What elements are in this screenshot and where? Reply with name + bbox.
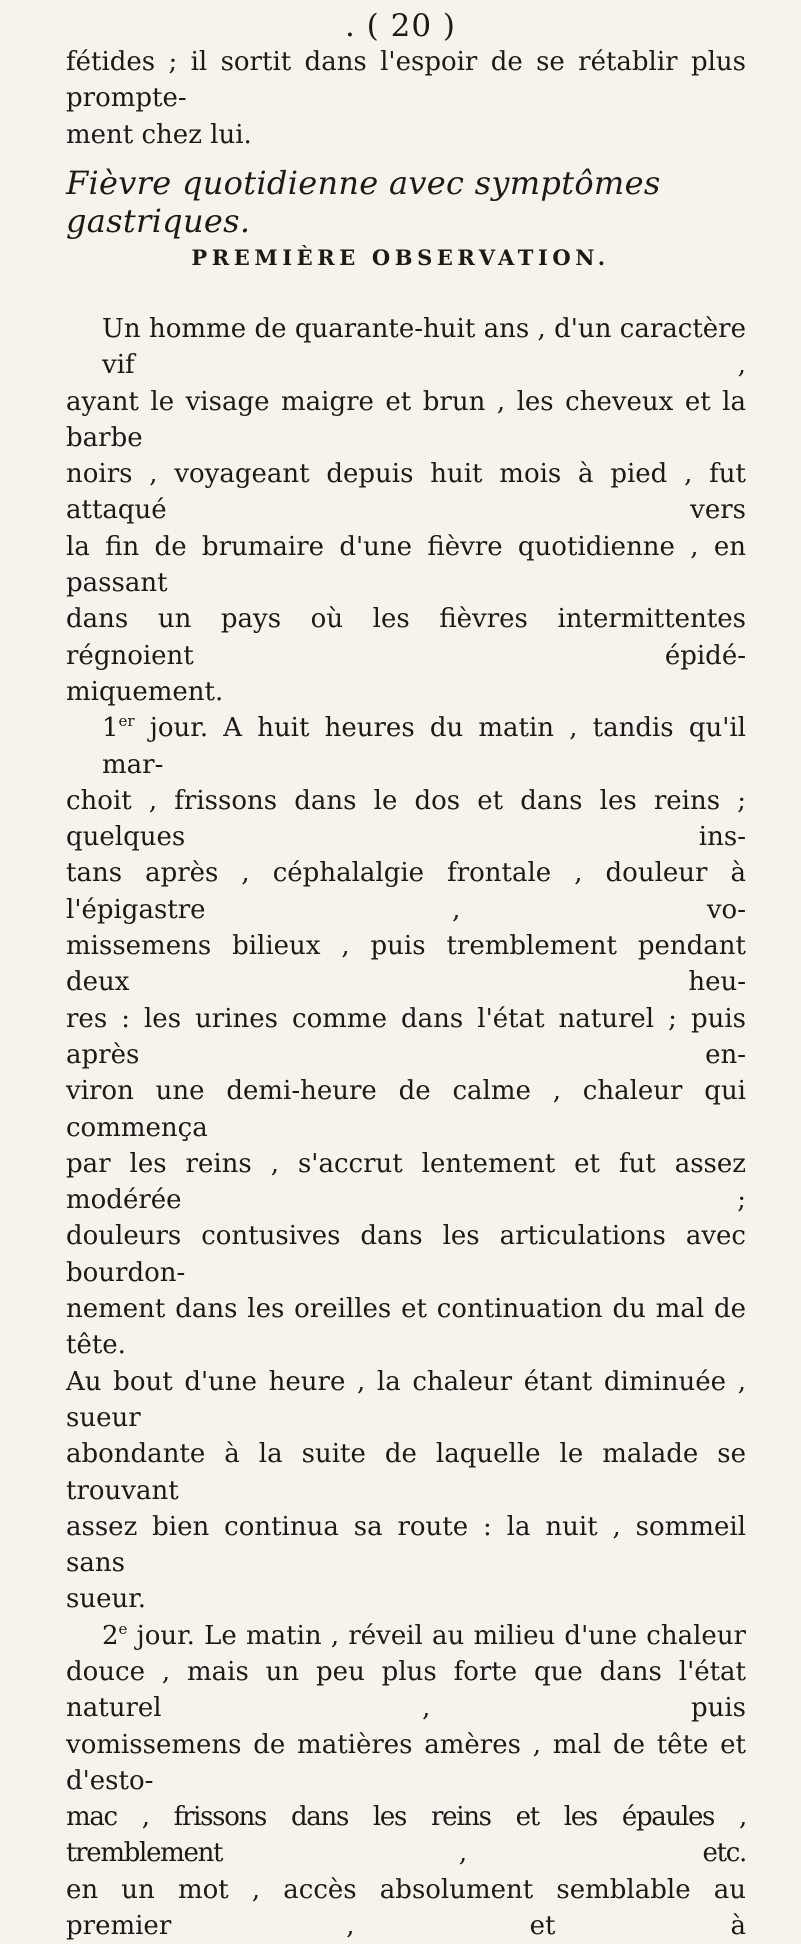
text-line: viron une demi-heure de calme , chaleur qui commença <box>66 1076 746 1143</box>
text-line <box>66 710 746 783</box>
text-line: tans après , céphalalgie frontale , douleur à l'épigastre , vo- <box>66 858 746 925</box>
line-text: jour. A huit heures du matin , tandis qu'il mar- <box>102 713 746 780</box>
text-line: fétides ; il sortit dans l'espoir de se rétablir plus prompte- <box>66 47 746 114</box>
text-line: en un mot , accès absolument semblable au premier , et à <box>66 1874 746 1942</box>
text-line: par les reins , s'accrut lentement et fut assez modérée ; <box>66 1148 746 1216</box>
text-line: assez bien continua sa route : la nuit , sommeil sans <box>66 1511 746 1579</box>
body-text <box>66 311 746 1944</box>
text-line: dans un pays où les fièvres intermittentes régnoient épidé- <box>66 604 746 671</box>
text-line: noirs , voyageant depuis huit mois à pied , fut attaqué vers <box>66 459 746 526</box>
paragraph-case-description <box>66 311 746 710</box>
text-line: Au bout d'une heure , la chaleur étant diminuée , sueur <box>66 1366 746 1433</box>
text-line <box>66 1618 746 1654</box>
text-line: Un homme de quarante-huit ans , d'un caractère vif , <box>102 314 746 381</box>
ordinal-suffix: er <box>118 712 135 731</box>
section-title: Fièvre quotidienne avec symptômes gastriques. <box>66 164 661 240</box>
observation-heading: PREMIÈRE OBSERVATION. <box>191 245 610 270</box>
text-line: missemens bilieux , puis tremblement pendant deux heu- <box>66 931 746 998</box>
text-line: abondante à la suite de laquelle le malade se trouvant <box>66 1439 746 1506</box>
line-text: jour. Le matin , réveil au milieu d'une chaleur <box>127 1620 746 1651</box>
day-number: 2 <box>102 1620 119 1651</box>
text-line: douleurs contusives dans les articulations avec bourdon- <box>66 1221 746 1288</box>
continuation-paragraph <box>66 44 746 153</box>
text-line: la fin de brumaire d'une fièvre quotidienne , en passant <box>66 531 746 599</box>
text-line: ment chez lui. <box>66 119 252 150</box>
text-line: ayant le visage maigre et brun , les cheveux et la barbe <box>66 386 746 453</box>
text-line: douce , mais un peu plus forte que dans l'état naturel , puis <box>66 1656 746 1724</box>
text-line: mac , frissons dans les reins et les épaules , tremblement , etc. <box>66 1802 746 1869</box>
paragraph-day-1 <box>66 710 746 1617</box>
text-line: miquement. <box>66 676 224 707</box>
text-line: sueur. <box>66 1584 147 1615</box>
day-number: 1 <box>102 713 119 744</box>
ordinal-suffix: e <box>118 1619 128 1638</box>
page-number: . ( 20 ) <box>344 8 457 44</box>
text-line: choit , frissons dans le dos et dans les reins ; quelques ins- <box>66 785 746 853</box>
text-line: vomissemens de matières amères , mal de tête et d'esto- <box>66 1729 746 1796</box>
paragraph-day-2 <box>66 1618 746 1944</box>
text-line: nement dans les oreilles et continuation du mal de tête. <box>66 1294 746 1361</box>
text-line: res : les urines comme dans l'état naturel ; puis après en- <box>66 1003 746 1070</box>
